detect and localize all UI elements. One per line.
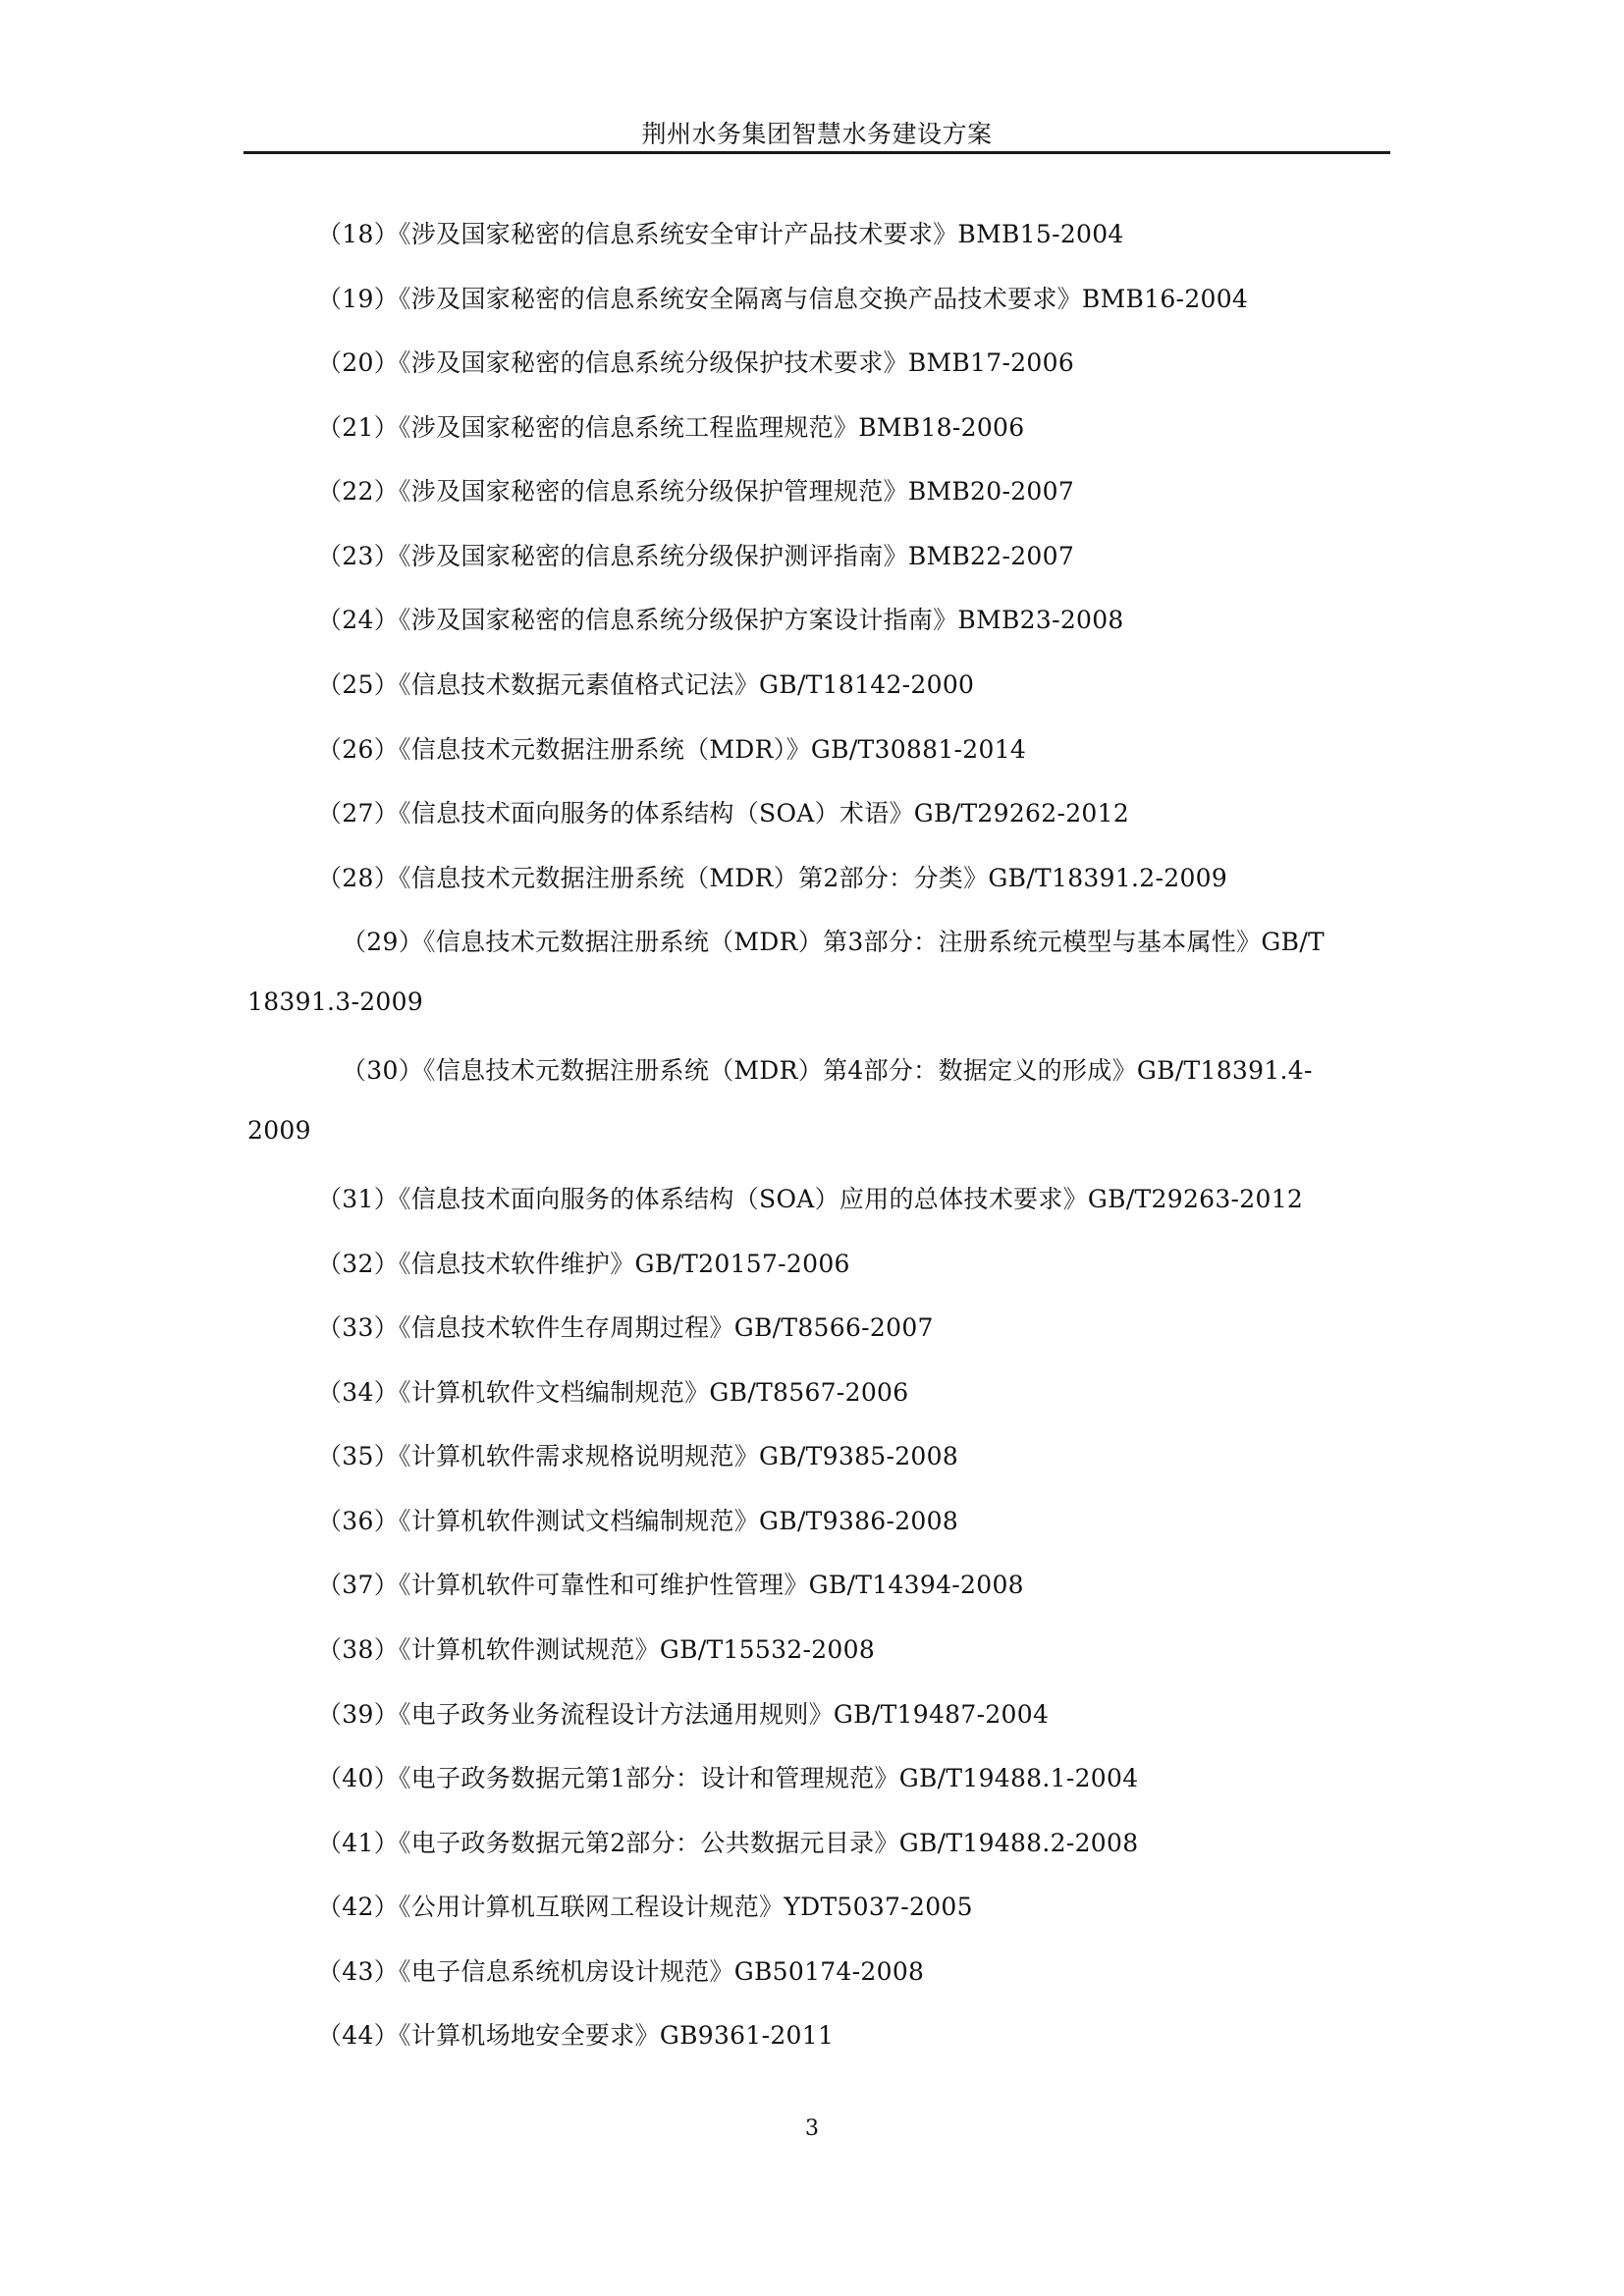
reference-item-25: （25）《信息技术数据元素值格式记法》GB/T18142-2000: [317, 670, 975, 699]
reference-item-23: （23）《涉及国家秘密的信息系统分级保护测评指南》BMB22-2007: [317, 542, 1075, 570]
reference-item-24: （24）《涉及国家秘密的信息系统分级保护方案设计指南》BMB23-2008: [317, 606, 1124, 634]
reference-item-30-line2: 2009: [247, 1116, 311, 1145]
reference-item-28: （28）《信息技术元数据注册系统（MDR）第2部分：分类》GB/T18391.2-2009: [317, 864, 1228, 892]
reference-item-20: （20）《涉及国家秘密的信息系统分级保护技术要求》BMB17-2006: [317, 348, 1075, 377]
reference-item-18: （18）《涉及国家秘密的信息系统安全审计产品技术要求》BMB15-2004: [317, 220, 1124, 248]
reference-item-22: （22）《涉及国家秘密的信息系统分级保护管理规范》BMB20-2007: [317, 477, 1075, 506]
reference-item-27: （27）《信息技术面向服务的体系结构（SOA）术语》GB/T29262-2012: [317, 799, 1130, 828]
reference-item-41: （41）《电子政务数据元第2部分：公共数据元目录》GB/T19488.2-2008: [317, 1829, 1139, 1857]
reference-item-37: （37）《计算机软件可靠性和可维护性管理》GB/T14394-2008: [317, 1571, 1024, 1599]
reference-item-30-line1: （30）《信息技术元数据注册系统（MDR）第4部分：数据定义的形成》GB/T18391.4-: [342, 1056, 1313, 1085]
reference-item-42: （42）《公用计算机互联网工程设计规范》YDT5037-2005: [317, 1893, 973, 1921]
reference-item-19: （19）《涉及国家秘密的信息系统安全隔离与信息交换产品技术要求》BMB16-2004: [317, 285, 1249, 313]
reference-item-31: （31）《信息技术面向服务的体系结构（SOA）应用的总体技术要求》GB/T29263-2012: [317, 1185, 1304, 1213]
reference-item-43: （43）《电子信息系统机房设计规范》GB50174-2008: [317, 1957, 925, 1986]
reference-item-34: （34）《计算机软件文档编制规范》GB/T8567-2006: [317, 1378, 909, 1407]
reference-item-35: （35）《计算机软件需求规格说明规范》GB/T9385-2008: [317, 1442, 959, 1470]
reference-item-32: （32）《信息技术软件维护》GB/T20157-2006: [317, 1250, 850, 1278]
page-header: [244, 110, 1390, 154]
page-number: 3: [805, 2116, 819, 2141]
reference-item-36: （36）《计算机软件测试文档编制规范》GB/T9386-2008: [317, 1507, 959, 1535]
reference-item-39: （39）《电子政务业务流程设计方法通用规则》GB/T19487-2004: [317, 1700, 1050, 1729]
reference-item-29-line1: （29）《信息技术元数据注册系统（MDR）第3部分：注册系统元模型与基本属性》GB/T: [342, 928, 1326, 956]
header-title: 荆州水务集团智慧水务建设方案: [641, 120, 993, 148]
reference-item-29-line2: 18391.3-2009: [247, 988, 424, 1016]
reference-item-21: （21）《涉及国家秘密的信息系统工程监理规范》BMB18-2006: [317, 413, 1025, 442]
reference-item-44: （44）《计算机场地安全要求》GB9361-2011: [317, 2021, 835, 2050]
reference-item-33: （33）《信息技术软件生存周期过程》GB/T8566-2007: [317, 1313, 934, 1342]
reference-item-38: （38）《计算机软件测试规范》GB/T15532-2008: [317, 1635, 876, 1664]
reference-item-40: （40）《电子政务数据元第1部分：设计和管理规范》GB/T19488.1-2004: [317, 1764, 1139, 1792]
reference-item-26: （26）《信息技术元数据注册系统（MDR）》GB/T30881-2014: [317, 735, 1027, 764]
